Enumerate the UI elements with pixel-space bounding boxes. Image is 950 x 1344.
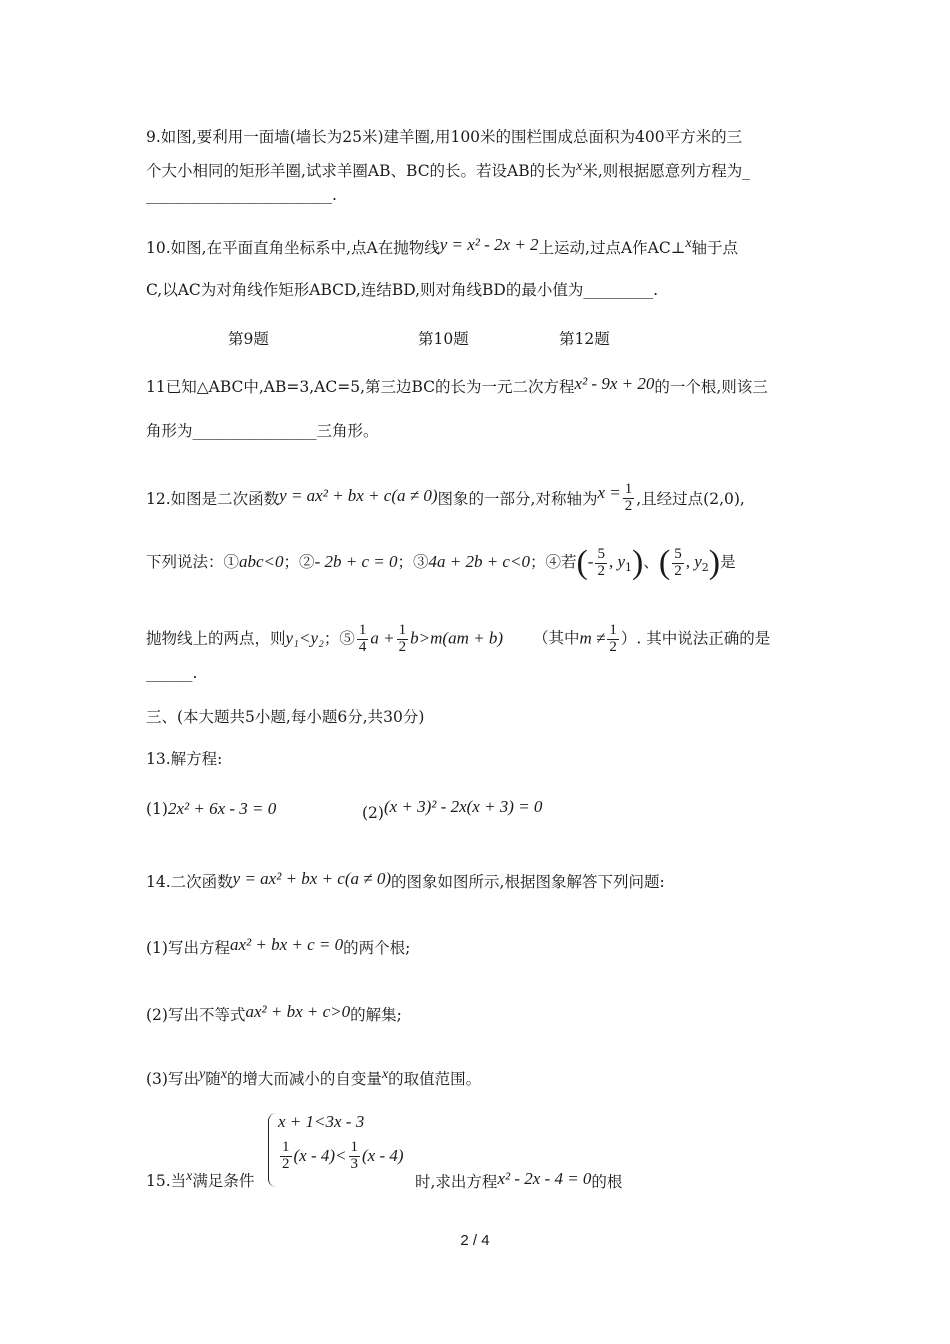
equation-2: (x + 3)² - 2x(x + 3) = 0	[383, 797, 543, 816]
q12-text: 图象的一部分,对称轴为	[437, 489, 598, 508]
q12-text: ；⑤	[323, 629, 355, 648]
frac-num: 1	[282, 1139, 290, 1155]
q15-line	[146, 1170, 254, 1190]
frac-den: 3	[350, 1155, 359, 1172]
caption-fig10: 第10题	[418, 330, 469, 348]
frac-den: 2	[398, 638, 407, 655]
quadratic-function: y = ax² + bx + c(a ≠ 0)	[279, 485, 438, 505]
var-x: x	[220, 1067, 227, 1082]
system-row-2	[278, 1140, 404, 1173]
q14-text: (1)写出方程	[146, 939, 230, 957]
q14-text: (3)写出	[146, 1070, 199, 1089]
q10-text: 10.如图,在平面直角坐标系中,点A在抛物线	[146, 239, 440, 257]
var-x: x	[576, 159, 583, 174]
caption-fig12: 第12题	[559, 330, 610, 348]
q10-line1	[146, 236, 738, 257]
q14-text: 的取值范围。	[388, 1070, 482, 1089]
q14-text: (2)写出不等式	[146, 1006, 246, 1024]
system-brace	[268, 1113, 277, 1187]
symmetry-axis: x =	[597, 482, 621, 502]
var-y: y	[617, 552, 626, 571]
q15-text: 满足条件	[192, 1172, 255, 1191]
q15-text: 时,求出方程	[415, 1173, 498, 1191]
q11-text: 11已知△ABC中,AB=3,AC=5,第三边BC的长为一元二次方程	[146, 378, 575, 396]
statement-5-part: b>m(am + b)	[410, 628, 503, 648]
q13-part1	[146, 800, 276, 818]
var-y: y	[198, 1067, 206, 1082]
frac-den: 2	[597, 562, 605, 579]
q9-blank: ________________________.	[146, 186, 337, 204]
q12-text: 、	[643, 553, 659, 571]
q11-line2: 角形为________________三角形。	[146, 422, 379, 440]
frac-den: 2	[282, 1155, 290, 1172]
q12-line2: 下列说法：①abc<0；②- 2b + c = 0；③4a + 2b + c<0；④若(- $\frac{5}{2}$ , $y_1$)、( $\frac{5}{2}$ , $y_2$)是	[146, 544, 736, 581]
q15-text: 15.当	[146, 1172, 187, 1191]
q14-text: 的图象如图所示,根据图象解答下列问题:	[391, 873, 665, 891]
statement-3: 4a + 2b + c<0	[428, 552, 530, 571]
statement-5-part: a +	[370, 628, 395, 648]
q9-text: 米,则根据愿意列方程为_	[582, 162, 751, 181]
q15-text: 的根	[591, 1173, 623, 1191]
frac-num: 5	[674, 545, 682, 562]
right-paren: )	[708, 544, 721, 581]
system-row-1	[278, 1112, 364, 1132]
var-x: x	[685, 235, 692, 251]
frac-den: 2	[609, 638, 617, 655]
frac-num: 1	[350, 1139, 359, 1155]
q10-text: 上运动,过点A作AC⊥	[538, 239, 686, 257]
q9-line1: 9.如图,要利用一面墙(墙长为25米)建羊圈,用100米的围栏围成总面积为400平方米的三	[146, 128, 743, 146]
var-x: x	[381, 1067, 389, 1082]
inequality-2-part: (x - 4)	[362, 1145, 404, 1165]
equation: ax² + bx + c = 0	[229, 935, 344, 954]
fraction-half	[280, 1140, 292, 1173]
q12-text: （其中	[532, 629, 580, 648]
frac-num: 5	[597, 545, 605, 562]
q12-text: 是	[720, 553, 736, 571]
fraction-five-halves	[595, 547, 607, 580]
caption-fig9: 第9题	[228, 330, 269, 348]
var-x: x	[186, 1169, 193, 1184]
q12-text: ,且经过点(2,0),	[636, 489, 745, 508]
part-label: (2)	[362, 804, 384, 822]
q12-line3	[146, 623, 770, 656]
q10-line2: C,以AC为对角线作矩形ABCD,连结BD,则对角线BD的最小值为_________.	[146, 281, 659, 299]
frac-den: 4	[358, 638, 367, 655]
statement-1: abc<0	[239, 552, 284, 571]
part-label: (1)	[146, 800, 168, 818]
q9-line2	[146, 160, 750, 180]
q12-blank: ______.	[146, 664, 198, 682]
q9-text: 个大小相同的矩形羊圈,试求羊圈AB、BC的长。若设AB的长为	[146, 162, 577, 181]
q14-text: 的解集;	[350, 1006, 402, 1024]
inequality-1: x + 1<3x - 3	[278, 1112, 365, 1131]
quadratic-expr: x² - 9x + 20	[574, 374, 655, 393]
equation: x² - 2x - 4 = 0	[497, 1169, 592, 1188]
quadratic-function: y = ax² + bx + c(a ≠ 0)	[232, 869, 392, 888]
q13-part2	[362, 798, 542, 822]
q12-text: ）. 其中说法正确的是	[620, 629, 771, 648]
statement-2: - 2b + c = 0	[314, 552, 398, 571]
frac-den: 2	[674, 562, 682, 579]
inequality: ax² + bx + c>0	[245, 1002, 351, 1021]
frac-num: 1	[398, 622, 407, 638]
statement-4: y₁<y₂	[285, 628, 324, 648]
frac-num: 1	[358, 622, 367, 638]
fraction-half	[607, 623, 619, 656]
q14-text: 的增大而减小的自变量	[226, 1070, 382, 1089]
left-paren: (	[576, 544, 588, 581]
page-number: 2 / 4	[460, 1232, 490, 1249]
parabola-formula: y = x² - 2x + 2	[439, 235, 539, 254]
q14-text: 14.二次函数	[146, 873, 233, 891]
fraction-half	[623, 482, 635, 515]
q14-text: 的两个根;	[343, 939, 411, 957]
q14-text: 随	[205, 1070, 221, 1089]
frac-den: 2	[624, 497, 633, 514]
fraction-five-halves	[672, 547, 684, 580]
subscript: 2	[701, 561, 709, 575]
q12-text: 12.如图是二次函数	[146, 489, 280, 508]
fraction-third	[349, 1140, 361, 1173]
q14-part2	[146, 1003, 402, 1024]
q15-line-right	[415, 1170, 622, 1191]
fraction-quarter	[357, 623, 369, 656]
q12-text: ；④若	[529, 553, 577, 571]
frac-num: 1	[609, 622, 617, 638]
q12-text: ；③	[397, 553, 429, 571]
left-paren: (	[658, 544, 671, 581]
q12-text: ；②	[283, 553, 315, 571]
right-paren: )	[632, 544, 644, 581]
var-y: y	[694, 552, 702, 571]
frac-num: 1	[624, 481, 633, 497]
inequality-2-part: (x - 4)<	[293, 1145, 347, 1165]
q12-text: 抛物线上的两点，则	[146, 629, 286, 648]
q12-line1	[146, 482, 745, 515]
q12-text: 下列说法：①	[146, 553, 240, 571]
subscript: 1	[625, 561, 633, 575]
q13-title: 13.解方程:	[146, 750, 223, 768]
fraction-half	[397, 623, 409, 656]
q10-text: 轴于点	[691, 239, 739, 257]
q11-line1	[146, 375, 768, 396]
equation-1: 2x² + 6x - 3 = 0	[167, 799, 277, 818]
q14-line1	[146, 870, 665, 891]
m-not-equal: m ≠	[579, 628, 606, 648]
q14-part1	[146, 936, 410, 957]
q14-part3	[146, 1068, 481, 1088]
minus-sign: -	[587, 552, 594, 571]
section-3-heading: 三、(本大题共5小题,每小题6分,共30分)	[146, 708, 425, 726]
q11-text: 的一个根,则该三	[654, 378, 768, 396]
